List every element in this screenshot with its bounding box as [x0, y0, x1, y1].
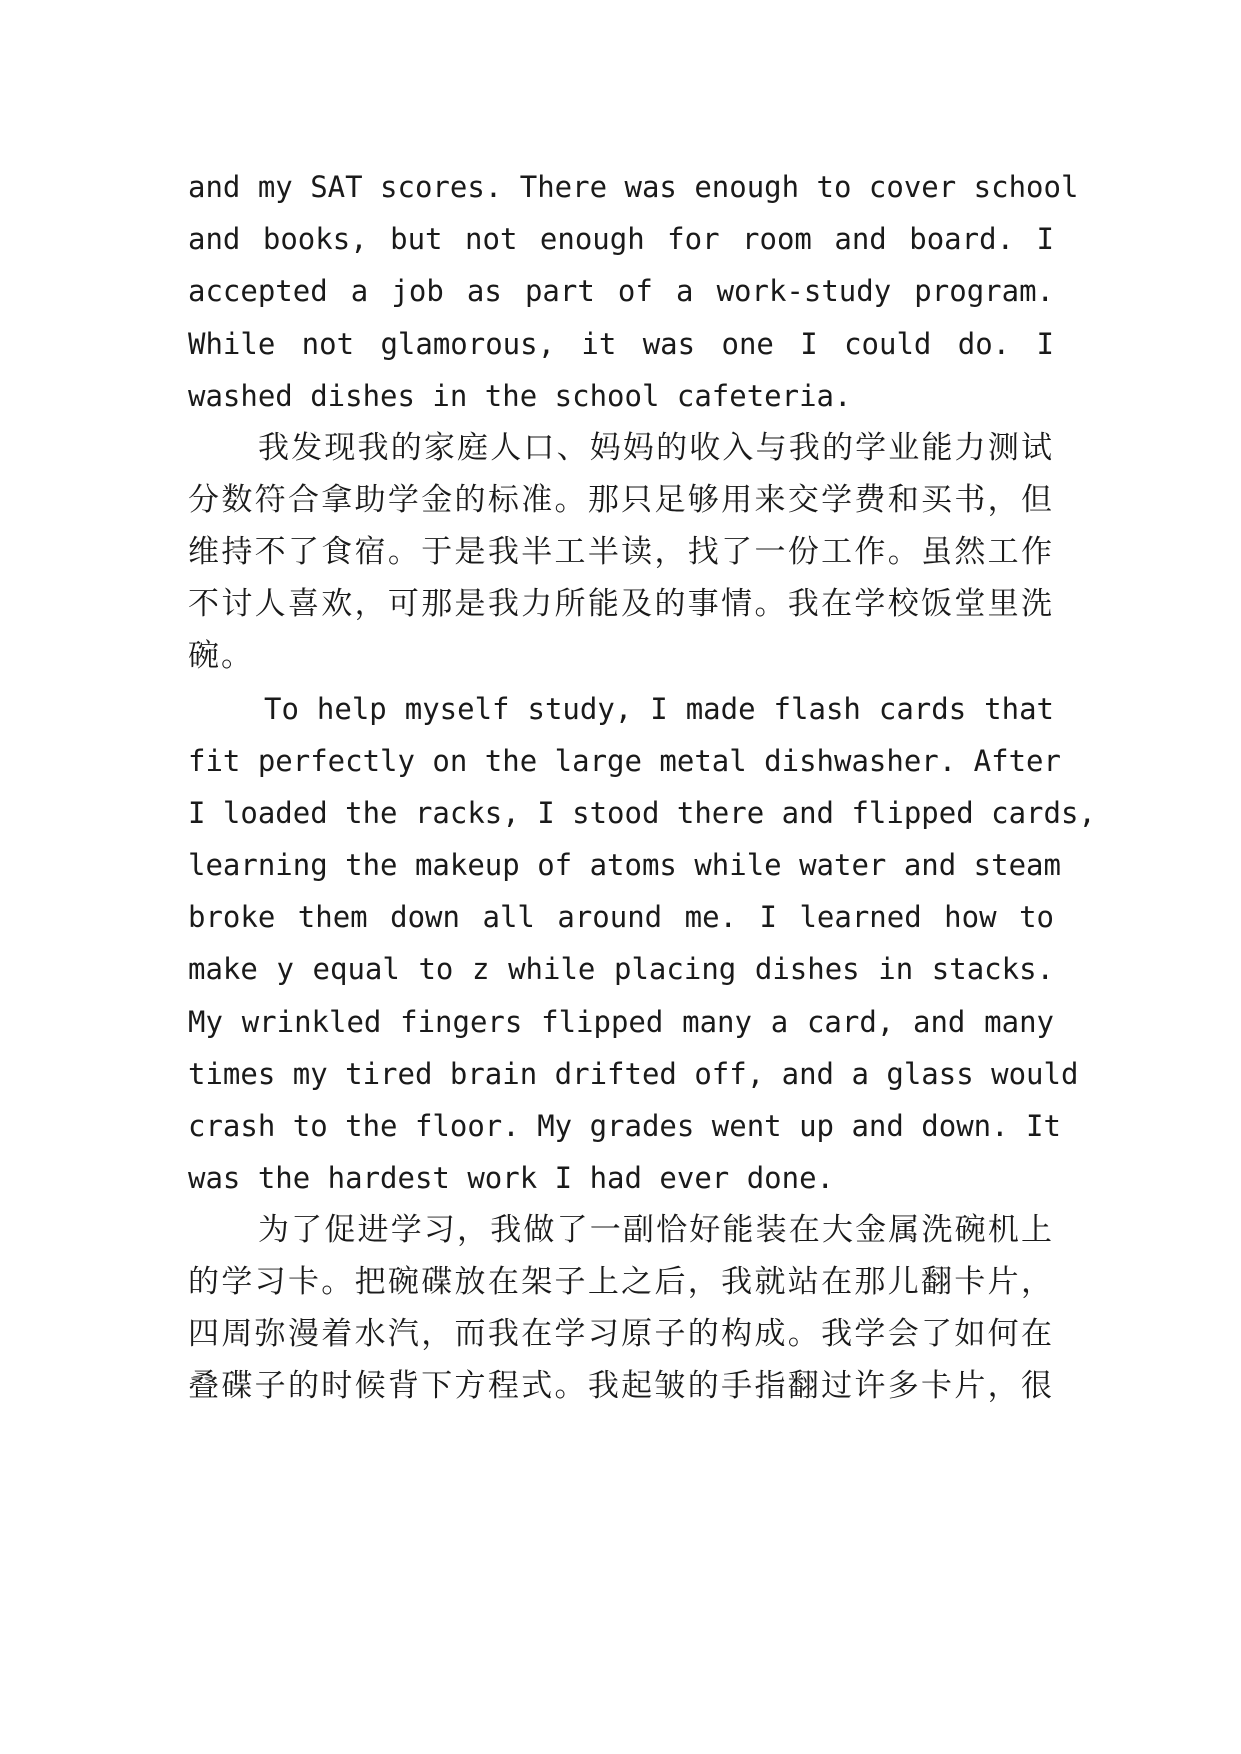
text-line: 不讨人喜欢，可那是我力所能及的事情。我在学校饭堂里洗 — [188, 586, 1054, 622]
text-line: accepted a job as part of a work-study program. — [188, 274, 1054, 308]
text-line: fit perfectly on the large metal dishwasher. After — [188, 744, 1061, 778]
text-line: My wrinkled fingers flipped many a card, and many — [188, 1005, 1054, 1039]
text-line: 为了促进学习，我做了一副恰好能装在大金属洗碗机上 — [258, 1212, 1054, 1248]
text-line: 我发现我的家庭人口、妈妈的收入与我的学业能力测试 — [258, 430, 1054, 466]
text-line: crash to the floor. My grades went up and down. It — [188, 1109, 1061, 1143]
text-line: 的学习卡。把碗碟放在架子上之后，我就站在那儿翻卡片， — [188, 1264, 1054, 1300]
text-line: 四周弥漫着水汽，而我在学习原子的构成。我学会了如何在 — [188, 1316, 1054, 1352]
text-line: and books, but not enough for room and board. I — [188, 222, 1054, 256]
text-line: and my SAT scores. There was enough to cover school — [188, 170, 1079, 204]
text-line: 维持不了食宿。于是我半工半读，找了一份工作。虽然工作 — [188, 534, 1054, 570]
text-line: make y equal to z while placing dishes in stacks. — [188, 952, 1054, 986]
text-line: washed dishes in the school cafeteria. — [188, 379, 852, 413]
text-line: 分数符合拿助学金的标准。那只足够用来交学费和买书，但 — [188, 482, 1054, 518]
text-line: 叠碟子的时候背下方程式。我起皱的手指翻过许多卡片，很 — [188, 1368, 1054, 1404]
text-line: was the hardest work I had ever done. — [188, 1161, 835, 1195]
text-line: I loaded the racks, I stood there and flipped cards, — [188, 796, 1096, 830]
text-line: To help myself study, I made flash cards that — [264, 692, 1054, 726]
text-line: learning the makeup of atoms while water and steam — [188, 848, 1061, 882]
text-line: While not glamorous, it was one I could do. I — [188, 327, 1054, 361]
text-line: times my tired brain drifted off, and a glass would — [188, 1057, 1079, 1091]
text-line: 碗。 — [188, 638, 254, 674]
text-line: broke them down all around me. I learned how to — [188, 900, 1054, 934]
